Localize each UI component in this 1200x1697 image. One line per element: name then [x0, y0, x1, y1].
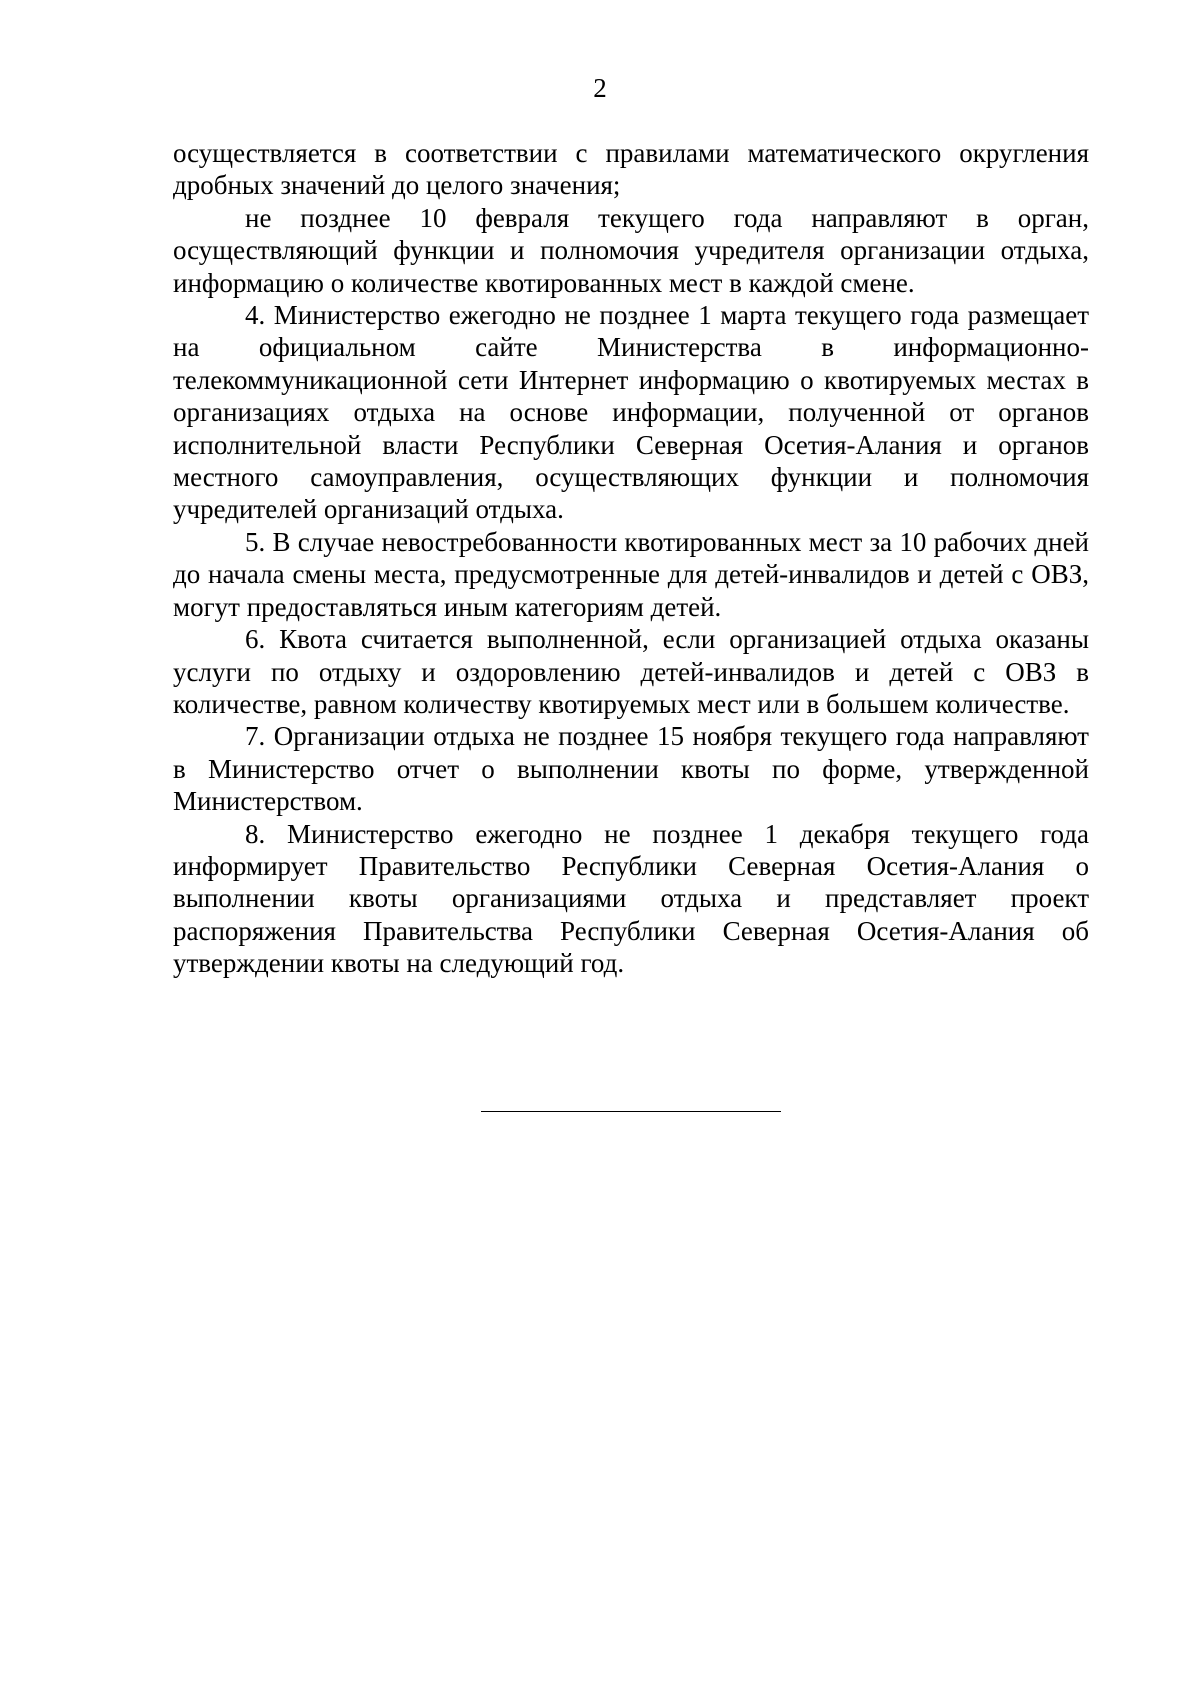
document-body — [173, 137, 1089, 980]
paragraph-item-4: 4. Министерство ежегодно не позднее 1 марта текущего года размещает на официальном сайте Министерства в информационно-телекоммуникационной сети Интернет информацию о квотируемых местах в организациях отдыха на основе информации, полученной от органов исполнительной власти Республики Северная Осетия-Алания и органов местного самоуправления, осуществляющих функции и полномочия учредителей организаций отдыха. — [173, 300, 1089, 525]
paragraph-item-6: 6. Квота считается выполненной, если организацией отдыха оказаны услуги по отдыху и оздоровлению детей-инвалидов и детей с ОВЗ в количестве, равном количеству квотируемых мест или в большем количестве. — [173, 624, 1089, 719]
paragraph-item-7: 7. Организации отдыха не позднее 15 ноября текущего года направляют в Министерство отчет о выполнении квоты по форме, утвержденной Министерством. — [173, 721, 1089, 817]
end-of-document-rule — [481, 1111, 781, 1112]
paragraph-february-deadline: не позднее 10 февраля текущего года направляют в орган, осуществляющий функции и полномочия учредителя организации отдыха, информацию о количестве квотированных мест в каждой смене. — [173, 202, 1089, 298]
paragraph-continuation: осуществляется в соответствии с правилами математического округления дробных значений до целого значения; — [173, 138, 1089, 201]
paragraph-item-5: 5. В случае невостребованности квотированных мест за 10 рабочих дней до начала смены места, предусмотренные для детей-инвалидов и детей с ОВЗ, могут предоставляться иным категориям детей. — [173, 526, 1089, 622]
page-number: 2 — [593, 73, 607, 103]
paragraph-item-8: 8. Министерство ежегодно не позднее 1 декабря текущего года информирует Правительство Республики Северная Осетия-Алания о выполнении квоты организациями отдыха и представляет проект распоряжения Правительства Республики Северная Осетия-Алания об утверждении квоты на следующий год. — [173, 818, 1089, 979]
